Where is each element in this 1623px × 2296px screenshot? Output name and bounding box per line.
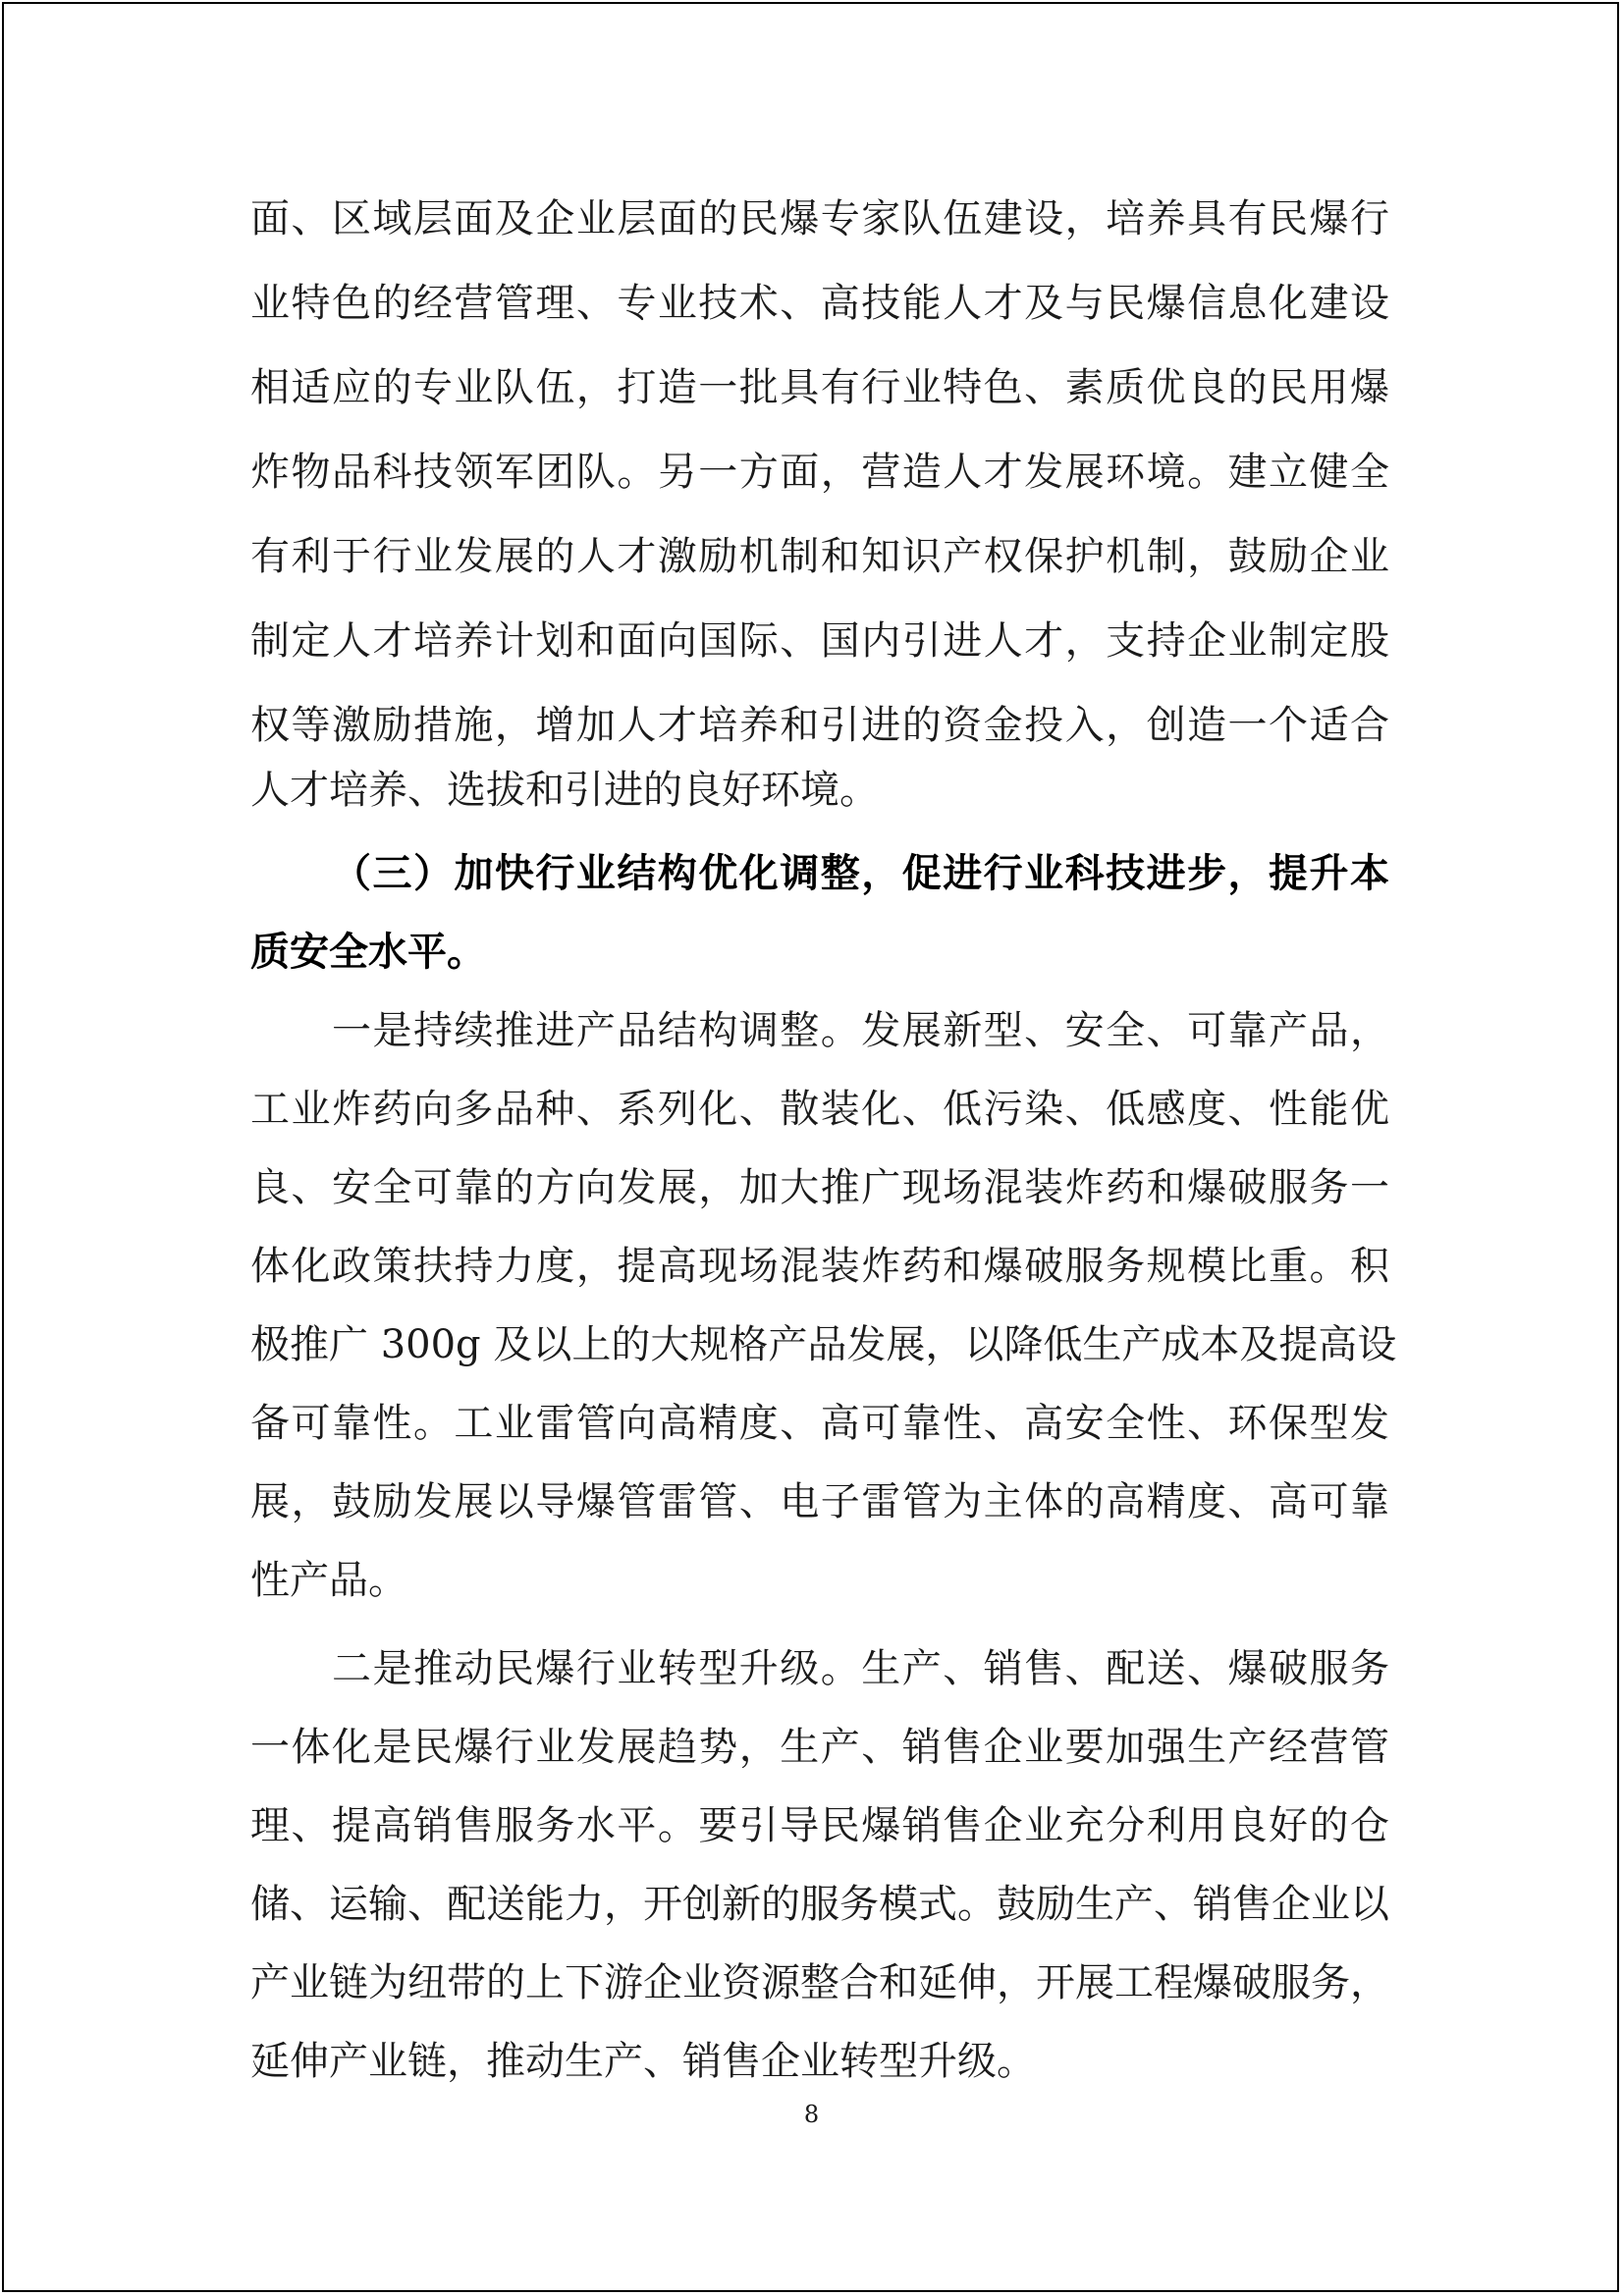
body-line: 展，鼓励发展以导爆管雷管、电子雷管为主体的高精度、高可靠: [250, 1479, 1389, 1524]
section-heading: 质安全水平。: [250, 929, 486, 975]
body-line: 面、区域层面及企业层面的民爆专家队伍建设，培养具有民爆行: [250, 196, 1389, 241]
body-line: 人才培养、选拔和引进的良好环境。: [250, 768, 879, 813]
body-line: 良、安全可靠的方向发展，加大推广现场混装炸药和爆破服务一: [250, 1165, 1389, 1210]
body-line: 工业炸药向多品种、系列化、散装化、低污染、低感度、性能优: [250, 1087, 1389, 1132]
body-line: 二是推动民爆行业转型升级。生产、销售、配送、爆破服务: [332, 1646, 1389, 1691]
body-line: 有利于行业发展的人才激励机制和知识产权保护机制，鼓励企业: [250, 534, 1389, 579]
body-line: 炸物品科技领军团队。另一方面，营造人才发展环境。建立健全: [250, 450, 1389, 495]
body-line: 相适应的专业队伍，打造一批具有行业特色、素质优良的民用爆: [250, 365, 1389, 410]
body-line: 延伸产业链，推动生产、销售企业转型升级。: [250, 2039, 1036, 2084]
body-line: 性产品。: [250, 1558, 407, 1603]
body-line: 产业链为纽带的上下游企业资源整合和延伸，开展工程爆破服务，: [250, 1960, 1389, 2005]
body-line: 极推广 300g 及以上的大规格产品发展，以降低生产成本及提高设: [250, 1322, 1397, 1367]
body-line: 业特色的经营管理、专业技术、高技能人才及与民爆信息化建设: [250, 281, 1389, 326]
body-line: 一体化是民爆行业发展趋势，生产、销售企业要加强生产经营管: [250, 1725, 1389, 1770]
body-line: 制定人才培养计划和面向国际、国内引进人才，支持企业制定股: [250, 618, 1389, 664]
page-number: 8: [803, 2101, 820, 2128]
body-line: 一是持续推进产品结构调整。发展新型、安全、可靠产品，: [332, 1008, 1389, 1053]
body-line: 备可靠性。工业雷管向高精度、高可靠性、高安全性、环保型发: [250, 1401, 1389, 1446]
body-line: 储、运输、配送能力，开创新的服务模式。鼓励生产、销售企业以: [250, 1882, 1389, 1927]
body-line: 权等激励措施，增加人才培养和引进的资金投入，创造一个适合: [250, 703, 1389, 748]
section-heading: （三）加快行业结构优化调整，促进行业科技进步，提升本: [332, 850, 1389, 896]
body-line: 体化政策扶持力度，提高现场混装炸药和爆破服务规模比重。积: [250, 1244, 1389, 1289]
body-line: 理、提高销售服务水平。要引导民爆销售企业充分利用良好的仓: [250, 1803, 1389, 1848]
